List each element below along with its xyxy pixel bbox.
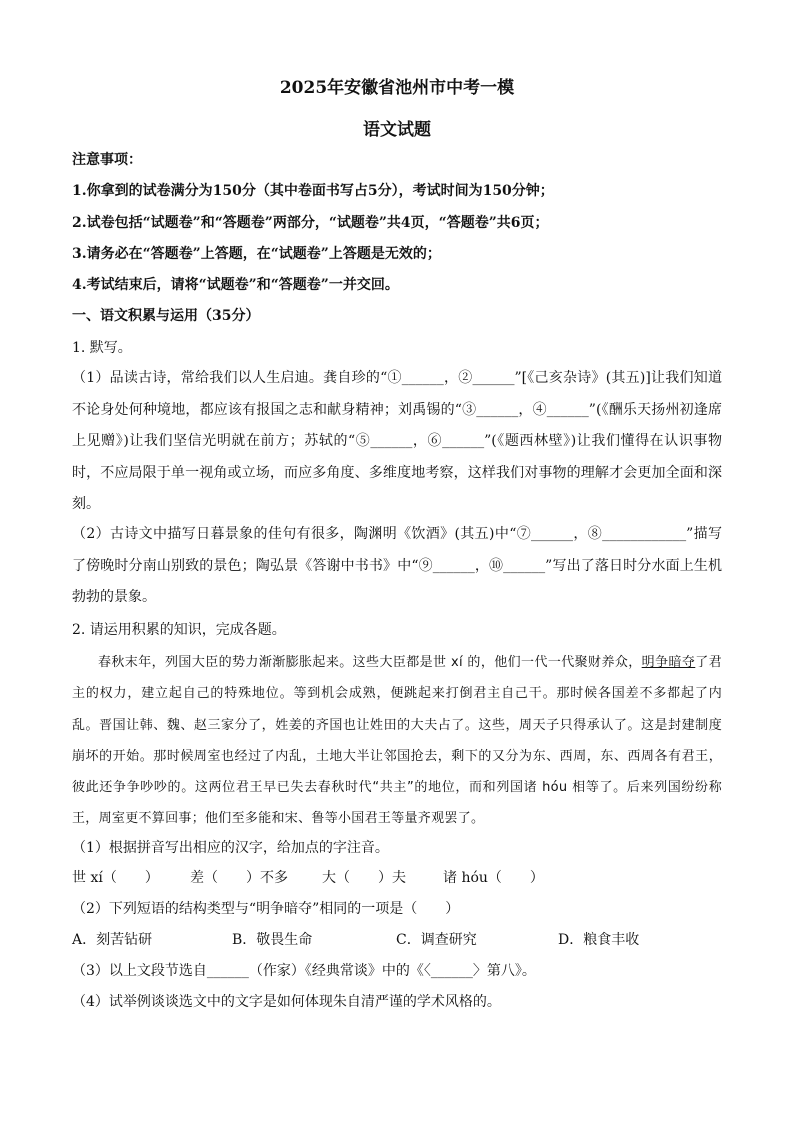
notice-item-4: 4.考试结束后，请将“试题卷”和“答题卷”一并交回。 xyxy=(72,277,399,293)
notice-item-3: 3.请务必在“答题卷”上答题，在“试题卷”上答题是无效的； xyxy=(72,246,441,262)
fill-item: 大（ ）夫 xyxy=(322,870,406,886)
fill-item: 差（ ）不多 xyxy=(190,870,288,886)
question-2-sub-2: （2）下列短语的结构类型与“明争暗夺”相同的一项是（ ） xyxy=(72,901,460,917)
section-heading: 一、语文积累与运用（35分） xyxy=(72,308,260,324)
question-2-sub-3: （3）以上文段节选自______（作家）《经典常谈》中的《〈______〉第八》。 xyxy=(72,963,536,979)
notice-item-1: 1.你拿到的试卷满分为150分（其中卷面书写占5分），考试时间为150分钟； xyxy=(72,183,554,199)
question-2-stem: 2. 请运用积累的知识，完成各题。 xyxy=(72,622,286,638)
notice-item-2: 2.试卷包括“试题卷”和“答题卷”两部分，“试题卷”共4页，“答题卷”共6页； xyxy=(72,215,549,231)
option-c: C．调查研究 xyxy=(396,932,477,948)
question-2-sub-1: （1）根据拼音写出相应的汉字，给加点的字注音。 xyxy=(72,840,389,856)
fill-item: 世 xí（ ） xyxy=(72,870,159,886)
option-b: B．敬畏生命 xyxy=(232,932,313,948)
reading-passage xyxy=(72,647,722,835)
passage-text-after: 了君主的权力，建立起自己的特殊地位。等到机会成熟，便跳起来打倒君主自己干。那时候各国差不多都起了内乱。晋国让韩、魏、赵三家分了，姓姜的齐国也让姓田的大夫占了。这些，周天子只得承认了。这是封建制度崩坏的开始。那时候周室也经过了内乱，土地大半让邻国抢去，剩下的又分为东、西周，东、西周各有君王，彼此还争争吵吵的。这两位君王早已失去春秋时代“共主”的地位，而和列国诸 hóu 相等了。后来列国纷纷称王，周室更不算回事；他们至多能和宋、鲁等小国君王等量齐观罢了。 xyxy=(72,655,722,827)
question-1-stem: 1. 默写。 xyxy=(72,340,132,356)
passage-text-before: 春秋末年，列国大臣的势力渐渐膨胀起来。这些大臣都是世 xí 的，他们一代一代聚财养众， xyxy=(98,655,642,670)
option-d: D．粮食丰收 xyxy=(558,932,640,948)
question-2-sub-4: （4）试举例谈谈选文中的文字是如何体现朱自清严谨的学术风格的。 xyxy=(72,994,501,1010)
page-subtitle: 语文试题 xyxy=(363,120,431,140)
notice-heading: 注意事项： xyxy=(72,152,142,168)
question-1-part-1: （1）品读古诗，常给我们以人生启迪。龚自珍的“①______，②______”[《己亥杂诗》(其五)]让我们知道不论身处何种境地，都应该有报国之志和献身精神；刘禹锡的“③______，④______”(《酬乐天扬州初逢席上见赠》)让我们坚信光明就在前方；苏轼的“⑤______，⑥______”(《题西林壁》)让我们懂得在认识事物时，不应局限于单一视角或立场，而应多角度、多维度地考察，这样我们对事物的理解才会更加全面和深刻。 xyxy=(72,370,722,513)
underlined-phrase: 明争暗夺 xyxy=(641,655,696,670)
question-1-part-2: （2）古诗文中描写日暮景象的佳句有很多，陶渊明《饮酒》(其五)中“⑦______，⑧____________”描写了傍晚时分南山别致的景色；陶弘景《答谢中书书》中“⑨______，⑩______”写出了落日时分水面上生机勃勃的景象。 xyxy=(72,526,722,606)
fill-item: 诸 hóu（ ） xyxy=(443,870,544,886)
option-a: A．刻苦钻研 xyxy=(72,932,153,948)
page-title: 2025年安徽省池州市中考一模 xyxy=(279,78,515,98)
